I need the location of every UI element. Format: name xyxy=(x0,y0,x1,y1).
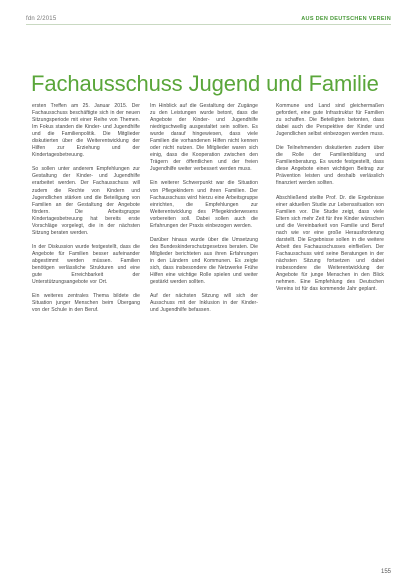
issue-label: fdn 2/2015 xyxy=(26,16,57,22)
paragraph: Kommune und Land sind gleichermaßen gefordert, eine gute Infrastruktur für Familien zu schaffen. Die Beteiligten betonten, dass dabei auch die Perspektive der Kinder und Jugendlichen selbst einbezogen werden muss. xyxy=(276,103,384,138)
paragraph: Auf der nächsten Sitzung will sich der Ausschuss mit der Inklusion in der Kinder- und Jugendhilfe befassen. xyxy=(150,293,258,314)
paragraph: ersten Treffen am 25. Januar 2015. Der Fachausschuss beschäftigte sich in der neuen Sitzungsperiode mit einer Reihe von Themen. Im Fokus standen die Kinder- und Jugendhilfe und die Familienpolitik. Die Mitglieder diskutierten über die Weiterentwicklung der Hilfen zur Erziehung und der Kindertagesbetreuung. xyxy=(32,103,140,159)
text-column-3 xyxy=(276,103,384,300)
page-number: 155 xyxy=(380,569,391,575)
text-column-1 xyxy=(32,103,140,321)
header-divider xyxy=(26,24,391,25)
article-title: Fachausschuss Jugend und Familie xyxy=(31,70,379,96)
paragraph: Ein weiteres zentrales Thema bildete die Situation junger Menschen beim Übergang von der Schule in den Beruf. xyxy=(32,293,140,314)
paragraph: Im Hinblick auf die Gestaltung der Zugänge zu den Leistungen wurde betont, dass die Angebote der Kinder- und Jugendhilfe niedrigschwellig ausgestaltet sein sollten. Es wurde darauf hingewiesen, dass viele Familien die vorhandenen Hilfen nicht kennen oder nicht nutzen. Die Mitglieder waren sich einig, dass die Kooperation zwischen den Trägern der öffentlichen und der freien Jugendhilfe weiter verbessert werden muss. xyxy=(150,103,258,173)
paragraph: In der Diskussion wurde festgestellt, dass die Angebote für Familien besser aufeinander abgestimmt werden müssen. Familien benötigen verlässliche Strukturen und eine gute Erreichbarkeit der Unterstützungsangebote vor Ort. xyxy=(32,243,140,286)
text-column-2 xyxy=(150,103,258,321)
paragraph: Die Teilnehmenden diskutierten zudem über die Rolle der Familienbildung und Familienberatung. Es wurde festgestellt, dass diese Angebote einen wichtigen Beitrag zur Prävention leisten und deshalb verlässlich finanziert werden sollten. xyxy=(276,145,384,187)
paragraph: Darüber hinaus wurde über die Umsetzung des Bundeskinderschutzgesetzes beraten. Die Mitglieder berichteten aus ihren Erfahrungen in den Ländern und Kommunen. Es zeigte sich, dass insbesondere die Netzwerke Frühe Hilfen eine wichtige Rolle spielen und weiter gestärkt werden sollten. xyxy=(150,236,258,286)
paragraph: So sollen unter anderem Empfehlungen zur Gestaltung der Kinder- und Jugendhilfe erarbeitet werden. Der Fachausschuss will zudem die Rechte von Kindern und Jugendlichen stärken und die Beteiligung von Familien an der Gestaltung der Angebote fördern. Die Arbeitsgruppe Kindertagesbetreuung hat bereits erste Vorschläge vorgelegt, die in der nächsten Sitzung beraten werden. xyxy=(32,166,140,236)
paragraph: Abschließend stellte Prof. Dr. die Ergebnisse einer aktuellen Studie zur Lebenssituation von Familien vor. Die Studie zeigt, dass viele Eltern sich mehr Zeit für ihre Kinder wünschen und die Vereinbarkeit von Familie und Beruf nach wie vor eine große Herausforderung darstellt. Die Ergebnisse sollen in die weitere Arbeit des Fachausschusses einfließen. Der Fachausschuss wird seine Beratungen in der nächsten Sitzung fortsetzen und dabei insbesondere die Weiterentwicklung der Angebote für junge Menschen in den Blick nehmen. Eine Empfehlung des Deutschen Vereins ist für das kommende Jahr geplant. xyxy=(276,194,384,293)
section-label: AUS DEN DEUTSCHEN VEREIN xyxy=(301,16,391,22)
paragraph: Ein weiterer Schwerpunkt war die Situation von Pflegekindern und ihren Familien. Der Fachausschuss wird hierzu eine Arbeitsgruppe einrichten, die Empfehlungen zur Weiterentwicklung des Pflegekinderwesens vorbereiten soll. Dabei sollen auch die Erfahrungen der Praxis einbezogen werden. xyxy=(150,180,258,229)
